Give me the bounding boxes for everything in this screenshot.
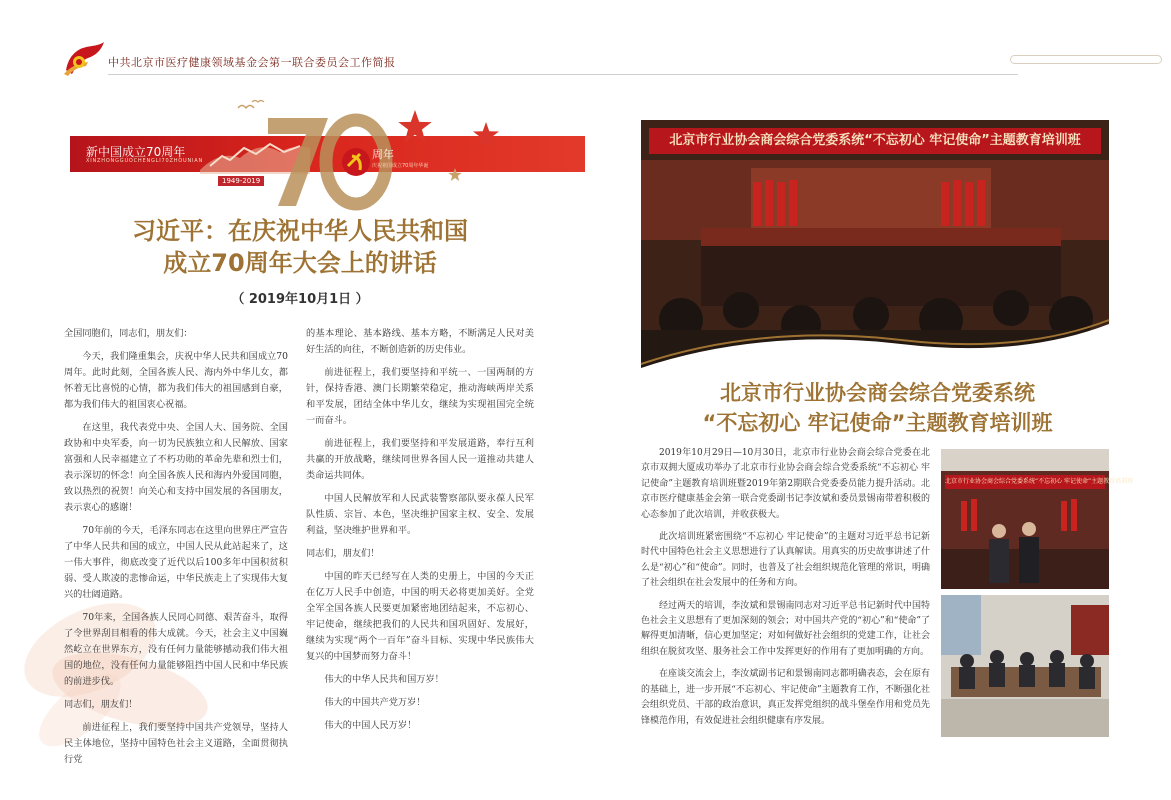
- paragraph: 经过两天的培训，李汝斌和景锡南同志对习近平总书记新时代中国特色社会主义思想有了更加深刻的领会；对中国共产党的“初心”和“使命”了解得更加清晰，信心更加坚定；对如何做好社会组织的党建工作，让社会组织在脱贫攻坚、服务社会工作中发挥更好的作用有了更加明确的方向。: [641, 600, 930, 657]
- header-ornament: [1010, 55, 1162, 64]
- article-body: [641, 446, 930, 736]
- paragraph: 在这里，我代表党中央、全国人大、国务院、全国政协和中央军委，向一切为民族独立和人民解放、国家富强和人民幸福建立了不朽功勋的革命先辈和烈士们，表示深切的怀念！向全国各族人民和海内外爱国同胞，致以热烈的祝贺！向关心和支持中国发展的各国朋友，表示衷心的感谢！: [64, 422, 288, 513]
- header-title: 中共北京市医疗健康领域基金会第一联合委员会工作简报: [108, 56, 396, 69]
- paragraph: 伟大的中国人民万岁！: [324, 720, 417, 731]
- banner-title: 新中国成立70周年: [86, 145, 186, 159]
- paragraph: 此次培训班紧密围绕“不忘初心 牢记使命”的主题对习近平总书记新时代中国特色社会主义思想进行了认真解读。用真实的历史故事讲述了什么是“初心”和“使命”。同时，也普及了社会组织规范化管理的常识，明确了社会组织在社会发展中的任务和方向。: [641, 532, 930, 589]
- paragraph: 中国的昨天已经写在人类的史册上，中国的今天正在亿万人民手中创造，中国的明天必将更加美好。全党全军全国各族人民要更加紧密地团结起来，不忘初心、牢记使命，继续把我们的人民共和国巩固好、发展好，继续为实现“两个一百年”奋斗目标、实现中华民族伟大复兴的中国梦而努力奋斗！: [306, 571, 534, 662]
- speech-title: [70, 215, 530, 279]
- speech-column-1: [64, 326, 288, 775]
- paragraph: 前进征程上，我们要坚持和平发展道路，奉行互利共赢的开放战略，继续同世界各国人民一道推动共建人类命运共同体。: [306, 438, 534, 481]
- star-icon: [473, 122, 499, 151]
- training-photo-portrait: [941, 449, 1134, 589]
- paragraph: 今天，我们隆重集会，庆祝中华人民共和国成立70周年。此时此刻，全国各族人民、海内外中华儿女，都怀着无比喜悦的心情，都为我们伟大的祖国感到自豪，都为我们伟大的祖国衷心祝福。: [64, 351, 288, 410]
- header-divider: [108, 74, 1018, 75]
- conference-photo: [641, 120, 1109, 368]
- star-icon: [398, 110, 432, 146]
- paragraph: 70年前的今天，毛泽东同志在这里向世界庄严宣告了中华人民共和国的成立，中国人民从此站起来了，这一伟大事件，彻底改变了近代以后100多年中国积贫积弱、受人欺凌的悲惨命运，中华民族走上了实现伟大复兴的壮阔道路。: [64, 525, 288, 600]
- banner-zhounian: 周年: [372, 148, 394, 161]
- paragraph: 在座谈交流会上，李汝斌副书记和景锡南同志都明确表态，会在原有的基础上，进一步开展“不忘初心、牢记使命”主题教育工作，不断强化社会组织党员、干部的政治意识，真正发挥党组织的战斗堡垒作用和党员先锋模范作用，有效促进社会组织健康有序发展。: [641, 669, 930, 726]
- article-title-line1: 北京市行业协会商会综合党委系统: [720, 381, 1035, 405]
- photo-banner-text: 北京市行业协会商会综合党委系统“不忘初心 牢记使命”主题教育培训班: [649, 128, 1101, 154]
- paragraph: 全国同胞们，同志们，朋友们：: [64, 328, 193, 339]
- banner-pinyin: XINZHONGGUOCHENGLI70ZHOUNIAN: [86, 158, 204, 164]
- paragraph: 70年来，全国各族人民同心同德、艰苦奋斗，取得了令世界刮目相看的伟大成就。今天，社会主义中国巍然屹立在世界东方，没有任何力量能够撼动我们伟大祖国的地位，没有任何力量能够阻挡中国人民和中华民族的前进步伐。: [64, 612, 288, 687]
- paragraph: 2019年10月29日—10月30日，北京市行业协会商会综合党委在北京市双拥大厦成功举办了北京市行业协会商会综合党委系统“不忘初心 牢记使命”主题教育培训班暨2019年第2期联合党委委员能力提升活动。北京市医疗健康基金会第一联合党委副书记李汝斌和委员景锡南带着积极的心态参加了此次培训，并收获极大。: [641, 448, 930, 520]
- paragraph: 同志们，朋友们！: [64, 699, 138, 710]
- star-icon: [448, 166, 462, 185]
- photo-small-banner-text: 北京市行业协会商会综合党委系统“不忘初心 牢记使命”主题教育培训班: [945, 478, 1134, 485]
- paragraph: 伟大的中国共产党万岁！: [324, 697, 426, 708]
- paragraph: 同志们，朋友们！: [306, 548, 380, 559]
- speech-title-line1: 习近平：在庆祝中华人民共和国: [132, 217, 468, 245]
- paragraph: 的基本理论、基本路线、基本方略，不断满足人民对美好生活的向往，不断创造新的历史伟业。: [306, 328, 534, 355]
- speech-title-line2: 成立70周年大会上的讲话: [163, 249, 437, 277]
- paragraph: 伟大的中华人民共和国万岁！: [324, 674, 444, 685]
- speech-column-2: [306, 326, 534, 741]
- training-photo-meeting: [941, 595, 1109, 737]
- paragraph: 中国人民解放军和人民武装警察部队要永葆人民军队性质、宗旨、本色，坚决维护国家主权、安全、发展利益，坚决维护世界和平。: [306, 493, 534, 536]
- paragraph: 前进征程上，我们要坚持和平统一、一国两制的方针，保持香港、澳门长期繁荣稳定，推动海峡两岸关系和平发展，团结全体中华儿女，继续为实现祖国完全统一而奋斗。: [306, 367, 534, 426]
- banner-subtitle: 庆祝祖国成立70周年华诞: [372, 163, 429, 169]
- banner-years: 1949-2019: [218, 176, 264, 186]
- speech-date: （ 2019年10月1日 ）: [231, 292, 369, 307]
- article-title-line2: “不忘初心 牢记使命”主题教育培训班: [702, 411, 1053, 435]
- paragraph: 前进征程上，我们要坚持中国共产党领导，坚持人民主体地位，坚持中国特色社会主义道路，全面贯彻执行党: [64, 722, 288, 765]
- article-title: [590, 378, 1165, 438]
- party-emblem-icon: [62, 40, 106, 76]
